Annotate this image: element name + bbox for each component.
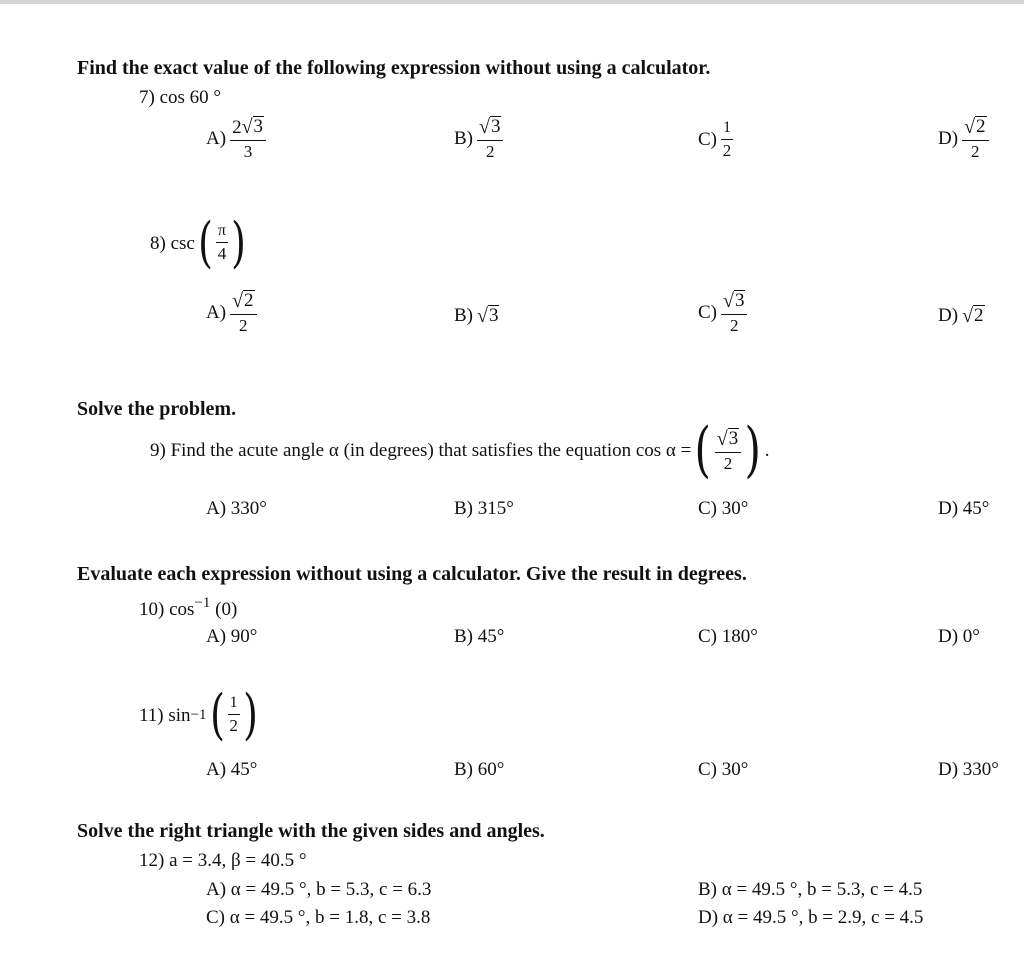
denominator: 2 <box>729 315 739 335</box>
q12-choice-c[interactable]: C) α = 49.5 °, b = 1.8, c = 3.8 <box>206 907 431 928</box>
q8-choice-c[interactable] <box>698 290 747 335</box>
numerator: 1 <box>228 695 240 715</box>
q9-choice-a[interactable]: A) 330° <box>206 498 267 519</box>
section-heading-right-triangle: Solve the right triangle with the given sides and angles. <box>77 820 545 842</box>
q12-choice-b[interactable]: B) α = 49.5 °, b = 5.3, c = 4.5 <box>698 879 923 900</box>
q7-choice-b[interactable] <box>454 116 503 161</box>
q9-choice-b[interactable]: B) 315° <box>454 498 514 519</box>
section-heading-solve-problem: Solve the problem. <box>77 398 237 420</box>
choice-label: A) <box>206 301 227 323</box>
function-name: csc <box>170 232 195 254</box>
sqrt-symbol: √ 3 <box>479 115 501 138</box>
parenthesized-fraction: ( √ 3 2 ) <box>694 415 762 485</box>
fraction <box>477 116 503 161</box>
question-number: 10) <box>139 599 165 620</box>
question-12-prompt: 12) a = 3.4, β = 40.5 ° <box>139 850 307 871</box>
function-name: cos <box>169 599 195 620</box>
denominator: 2 <box>971 141 980 161</box>
sqrt-symbol: √ 3 <box>716 427 739 450</box>
choice-label: D) <box>938 304 959 326</box>
denominator: 4 <box>217 243 227 263</box>
coefficient: 2 <box>232 116 242 138</box>
q11-choice-d[interactable]: D) 330° <box>938 759 999 780</box>
q9-choice-d[interactable]: D) 45° <box>938 498 990 519</box>
radicand: 2 <box>976 116 986 137</box>
q11-choice-b[interactable]: B) 60° <box>454 759 505 780</box>
choice-label: B) <box>454 127 473 149</box>
function-name: sin <box>168 704 191 726</box>
parenthesized-fraction: ( $\frac{\pi}{4}$ ) <box>198 211 246 274</box>
denominator: 3 <box>243 141 253 161</box>
q12-choice-d[interactable]: D) α = 49.5 °, b = 2.9, c = 4.5 <box>698 907 924 928</box>
q7-choice-a[interactable] <box>206 116 266 161</box>
section-heading-exact-value: Find the exact value of the following expression without using a calculator. <box>77 57 711 79</box>
fraction <box>721 290 747 335</box>
question-number: 11) <box>139 704 164 726</box>
radicand: 3 <box>490 116 501 137</box>
radicand: 3 <box>734 290 745 311</box>
q11-choice-a[interactable]: A) 45° <box>206 759 258 780</box>
numerator: π <box>216 223 228 243</box>
q10-choice-a[interactable]: A) 90° <box>206 626 258 647</box>
fraction <box>230 290 256 335</box>
choice-label: A) <box>206 127 227 149</box>
sqrt-symbol: √ 2 <box>962 304 984 327</box>
denominator: 2 <box>229 715 238 735</box>
question-7-prompt: 7) cos 60 ° <box>139 87 222 108</box>
fraction <box>216 223 228 263</box>
numerator: 1 <box>721 120 733 140</box>
fraction <box>721 120 733 160</box>
choice-label: C) <box>698 129 717 151</box>
q7-choice-d[interactable] <box>938 116 989 161</box>
denominator: 2 <box>239 315 248 335</box>
fraction <box>962 116 988 161</box>
question-8-prompt <box>150 211 249 274</box>
sqrt-symbol: √ 2 <box>964 115 986 138</box>
q10-choice-b[interactable]: B) 45° <box>454 626 505 647</box>
fraction <box>230 116 266 161</box>
fraction <box>228 695 240 735</box>
inverse-exponent: −1 <box>190 706 207 723</box>
denominator: 2 <box>485 141 495 161</box>
inverse-exponent: −1 <box>194 595 211 611</box>
sqrt-symbol: √ 3 <box>723 289 745 312</box>
q10-choice-c[interactable]: C) 180° <box>698 626 758 647</box>
radicand: 2 <box>974 305 984 326</box>
radicand: 2 <box>244 290 254 311</box>
q10-choice-d[interactable]: D) 0° <box>938 626 980 647</box>
q7-choice-c[interactable] <box>698 120 733 160</box>
question-9-prompt <box>150 415 770 485</box>
radicand: 3 <box>253 116 264 137</box>
question-number: 8) <box>150 232 166 254</box>
question-text: 9) Find the acute angle α (in degrees) that satisfies the equation cos α = <box>150 439 692 461</box>
top-border <box>0 0 1024 4</box>
radicand: 3 <box>488 305 499 326</box>
choice-label: C) <box>698 301 717 323</box>
choice-label: D) <box>938 127 959 149</box>
q11-choice-c[interactable]: C) 30° <box>698 759 749 780</box>
parenthesized-fraction: ( $\frac{1}{2}$ ) <box>209 683 258 746</box>
section-heading-evaluate: Evaluate each expression without using a calculator. Give the result in degrees. <box>77 563 747 585</box>
denominator: 2 <box>722 140 732 160</box>
sqrt-symbol: √ 2 <box>232 289 254 312</box>
sqrt-symbol: √ 3 <box>241 115 264 138</box>
question-10-prompt <box>139 596 237 619</box>
choice-label: B) <box>454 304 473 326</box>
radicand: 3 <box>728 427 739 449</box>
q8-choice-b[interactable] <box>454 305 499 326</box>
question-11-prompt <box>139 683 261 746</box>
sqrt-symbol: √ 3 <box>477 304 499 327</box>
q9-choice-c[interactable]: C) 30° <box>698 498 749 519</box>
argument: (0) <box>215 599 238 620</box>
q12-choice-a[interactable]: A) α = 49.5 °, b = 5.3, c = 6.3 <box>206 879 432 900</box>
q8-choice-d[interactable] <box>938 305 985 326</box>
period: . <box>764 439 770 461</box>
fraction <box>715 428 741 473</box>
denominator: 2 <box>723 453 733 473</box>
q8-choice-a[interactable] <box>206 290 257 335</box>
